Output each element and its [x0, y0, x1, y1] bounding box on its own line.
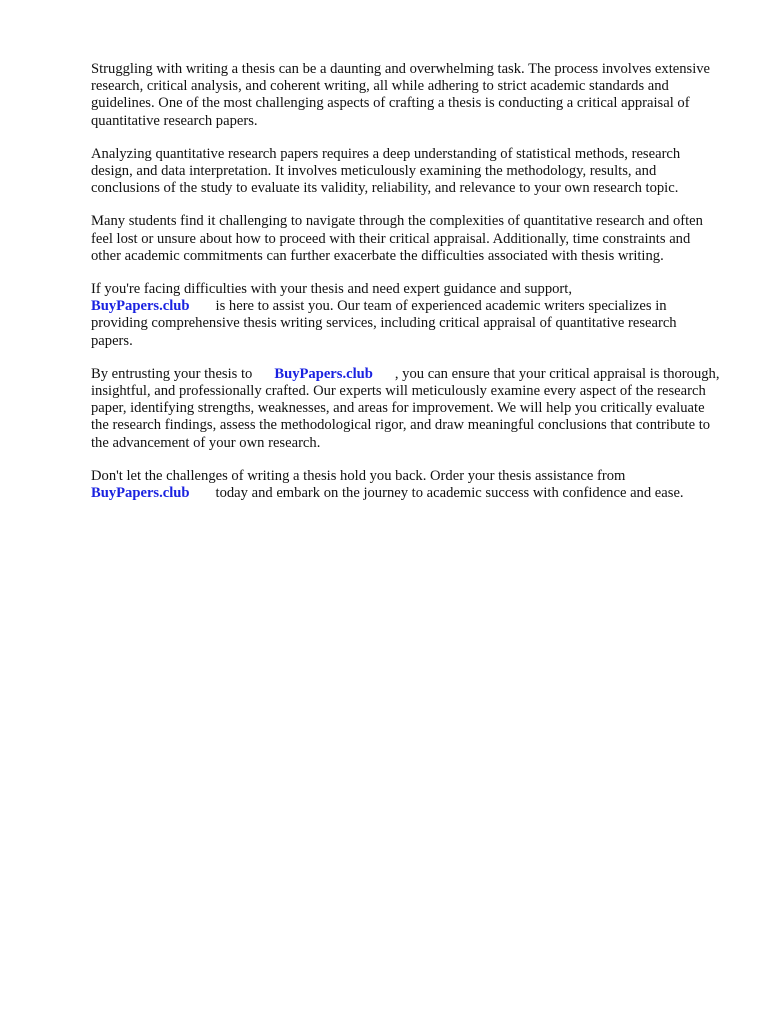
paragraph-call-to-action	[91, 468, 721, 502]
paragraph-entrusting-text-start: By entrusting your thesis to	[91, 365, 253, 382]
document-body	[91, 61, 721, 518]
paragraph-intro: Struggling with writing a thesis can be a daunting and overwhelming task. The process involves extensive research, critical analysis, and coherent writing, all while adhering to strict academic standards and guidelines. One of the most challenging aspects of crafting a thesis is conducting a critical appraisal of quantitative research papers.	[91, 61, 711, 129]
paragraph-support	[91, 281, 721, 350]
buypapers-link-2[interactable]: BuyPapers.club	[274, 365, 373, 382]
paragraph-support-text-start: If you're facing difficulties with your thesis and need expert guidance and support,	[91, 281, 572, 298]
paragraph-analysis: Analyzing quantitative research papers requires a deep understanding of statistical methods, research design, and data interpretation. It involves meticulously examining the methodology, results, and conclusions of the study to evaluate its validity, reliability, and relevance to your own research topic.	[91, 145, 681, 197]
buypapers-link-1[interactable]: BuyPapers.club	[91, 298, 190, 315]
buypapers-link-3[interactable]: BuyPapers.club	[91, 485, 190, 502]
paragraph-cta-text-end: today and embark on the journey to academic success with confidence and ease.	[215, 485, 684, 502]
paragraph-entrusting	[91, 366, 721, 452]
paragraph-support-text-end: is here to assist you. Our team of experienced academic writers specializes in providing comprehensive thesis writing services, including critical appraisal of quantitative research papers.	[91, 298, 677, 349]
paragraph-cta-text-start: Don't let the challenges of writing a thesis hold you back. Order your thesis assistance from	[91, 467, 626, 484]
paragraph-entrusting-text-end: , you can ensure that your critical appraisal is thorough, insightful, and professionally crafted. Our experts will meticulously examine every aspect of the research paper, identifying strengths, weaknesses, and areas for improvement. We will help you critically evaluate the research findings, assess the methodological rigor, and draw meaningful conclusions that contribute to the advancement of your own research.	[91, 365, 720, 451]
paragraph-challenges: Many students find it challenging to navigate through the complexities of quantitative research and often feel lost or unsure about how to proceed with their critical appraisal. Additionally, time constraints and other academic commitments can further exacerbate the difficulties associated with thesis writing.	[91, 213, 703, 264]
